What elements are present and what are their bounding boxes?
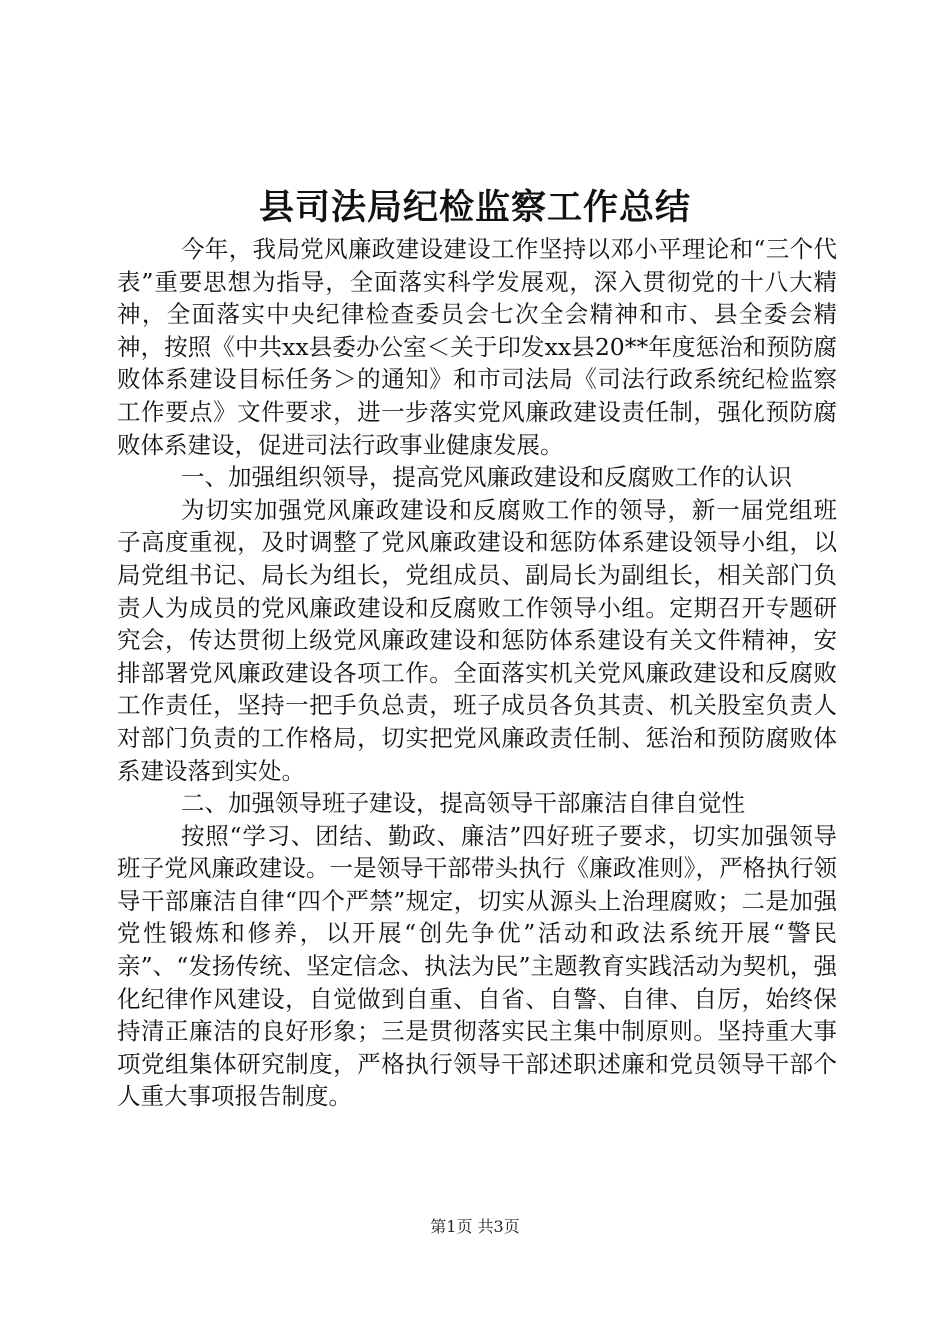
paragraph-section-1: 为切实加强党风廉政建设和反腐败工作的领导，新一届党组班子高度重视，及时调整了党风廉政建设和惩防体系建设领导小组，以局党组书记、局长为组长，党组成员、副局长为副组长，相关部门负责人为成员的党风廉政建设和反腐败工作领导小组。定期召开专题研究会，传达贯彻上级党风廉政建设和惩防体系建设有关文件精神，安排部署党风廉政建设各项工作。全面落实机关党风廉政建设和反腐败工作责任，坚持一把手负总责，班子成员各负其责、机关股室负责人对部门负责的工作格局，切实把党风廉政责任制、惩治和预防腐败体系建设落到实处。 — [117, 495, 837, 785]
page-footer: 第1页 共3页 — [430, 1217, 520, 1236]
document-body — [117, 233, 837, 1113]
section-heading-1: 一、加强组织领导，提高党风廉政建设和反腐败工作的认识 — [181, 463, 792, 492]
paragraph-intro: 今年，我局党风廉政建设建设工作坚持以邓小平理论和“三个代表”重要思想为指导，全面落实科学发展观，深入贯彻党的十八大精神，全面落实中央纪律检查委员会七次全会精神和市、县全委会精神，按照《中共xx县委办公室＜关于印发xx县20**年度惩治和预防腐败体系建设目标任务＞的通知》和市司法局《司法行政系统纪检监察工作要点》文件要求，进一步落实党风廉政建设责任制，强化预防腐败体系建设，促进司法行政事业健康发展。 — [117, 235, 837, 459]
paragraph-section-2: 按照“学习、团结、勤政、廉洁”四好班子要求，切实加强领导班子党风廉政建设。一是领导干部带头执行《廉政准则》，严格执行领导干部廉洁自律“四个严禁”规定，切实从源头上治理腐败；二是加强党性锻炼和修养，以开展“创先争优”活动和政法系统开展“警民亲”、“发扬传统、坚定信念、执法为民”主题教育实践活动为契机，强化纪律作风建设，自觉做到自重、自省、自警、自律、自厉，始终保持清正廉洁的良好形象；三是贯彻落实民主集中制原则。坚持重大事项党组集体研究制度，严格执行领导干部述职述廉和党员领导干部个人重大事项报告制度。 — [117, 821, 837, 1111]
document-title: 县司法局纪检监察工作总结 — [258, 187, 691, 228]
section-heading-2: 二、加强领导班子建设，提高领导干部廉洁自律自觉性 — [181, 789, 745, 818]
